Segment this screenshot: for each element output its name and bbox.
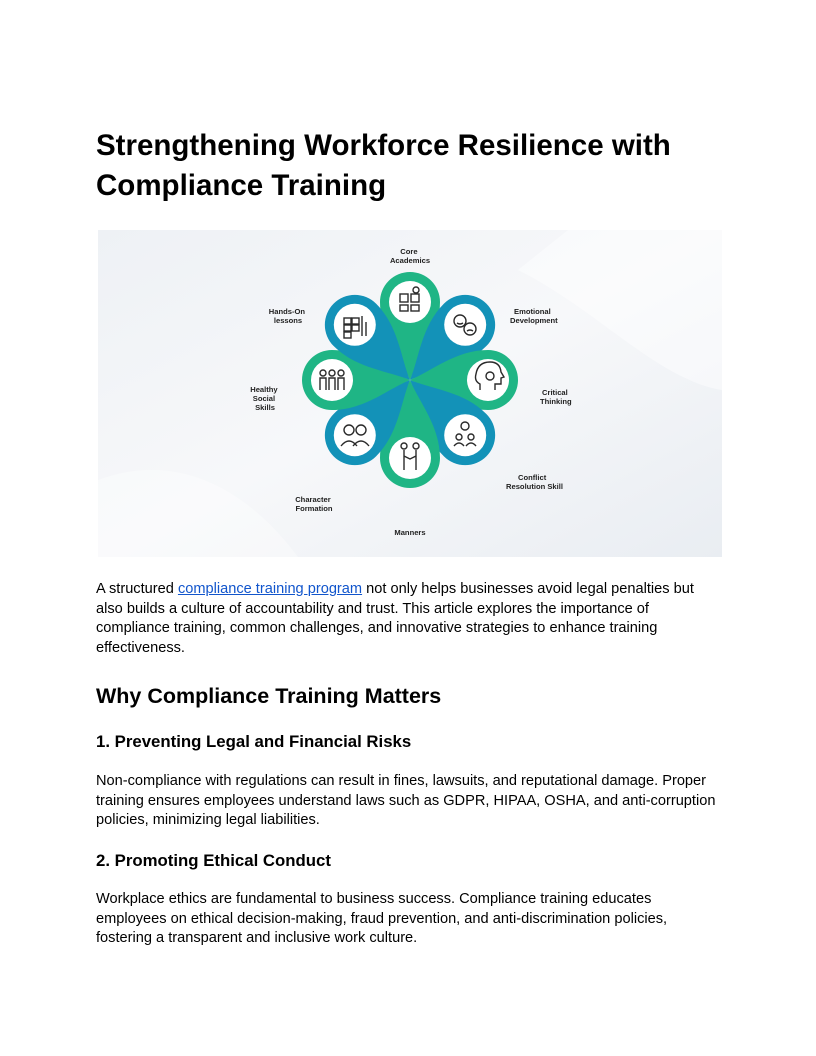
- subsection-heading-legal-risks: 1. Preventing Legal and Financial Risks: [96, 732, 412, 751]
- compliance-training-program-link[interactable]: compliance training program: [177, 581, 363, 597]
- page-title: Strengthening Workforce Resilience with Compliance Training: [96, 129, 671, 202]
- label-emotional-development: Emotional Development: [510, 307, 558, 325]
- intro-paragraph: [96, 580, 724, 658]
- subsection-body-legal-risks: Non-compliance with regulations can result in fines, lawsuits, and reputational damage. Proper training ensures employees understand laws such as GDPR, HIPAA, OSHA, and anti-corruption policies, minimizing legal liabilities.: [96, 773, 716, 828]
- label-critical-thinking: Critical Thinking: [540, 388, 572, 406]
- label-character-formation: Character Formation: [295, 495, 333, 513]
- label-core-academics: Core Academics: [389, 247, 431, 265]
- intro-text-after-link: not only helps businesses avoid legal penalties but also builds a culture of accountability and trust. This article explores the importance of compliance training, common challenges, and innovative strategies to enhance training effectiveness.: [96, 581, 694, 656]
- subsection-body-ethical-conduct: Workplace ethics are fundamental to business success. Compliance training educates employees on ethical decision-making, fraud prevention, and anti-discrimination policies, fostering a transparent and inclusive work culture.: [96, 891, 668, 946]
- label-healthy-social-skills: Healthy Social Skills: [250, 385, 278, 412]
- label-hands-on-lessons: Hands-On lessons: [268, 307, 306, 325]
- label-conflict-resolution: Conflict Resolution Skill: [506, 473, 563, 491]
- label-manners: Manners: [394, 528, 426, 537]
- skills-diagram: [98, 230, 722, 557]
- section-heading: Why Compliance Training Matters: [96, 684, 442, 708]
- subsection-heading-ethical-conduct: 2. Promoting Ethical Conduct: [96, 851, 331, 870]
- skills-diagram-graphic: [98, 230, 722, 557]
- intro-text-before-link: A structured: [96, 581, 178, 597]
